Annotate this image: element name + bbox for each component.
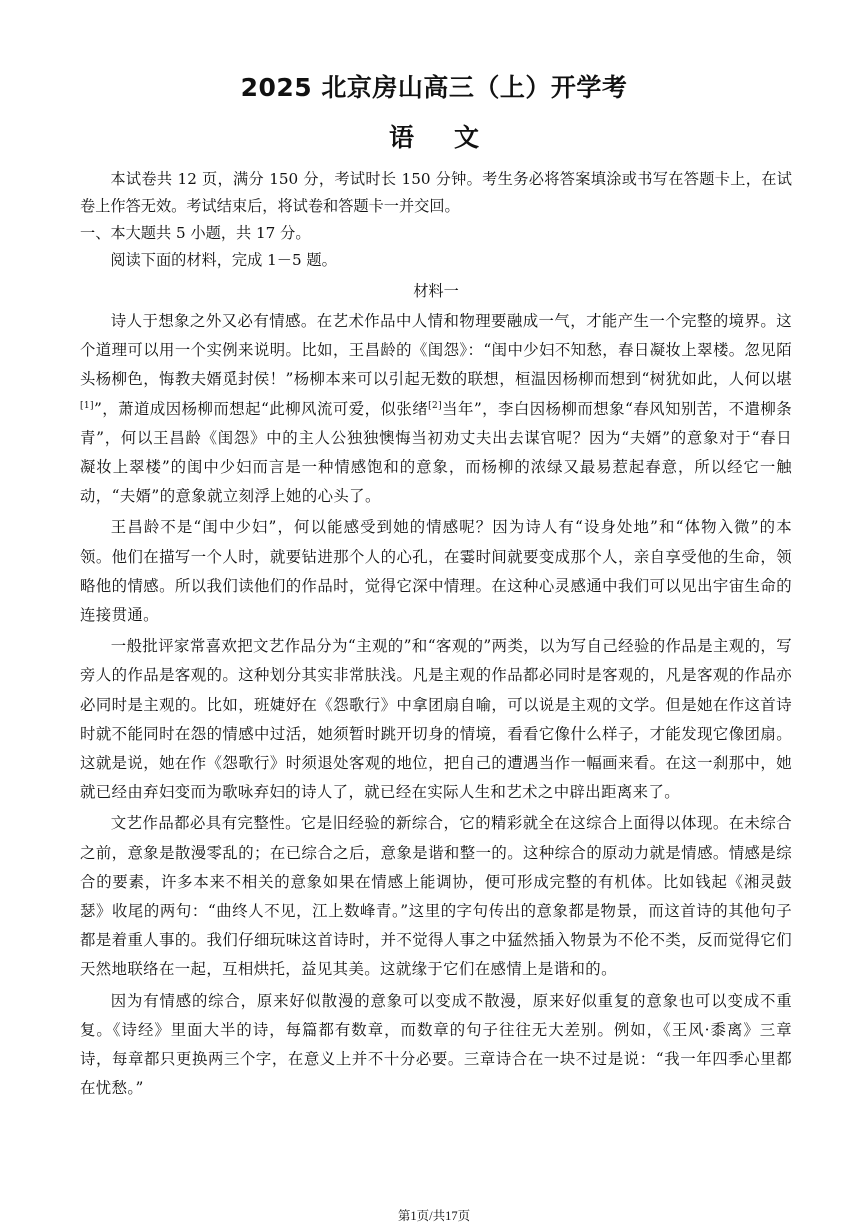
article-paragraph-4: 文艺作品都必具有完整性。它是旧经验的新综合，它的精彩就全在这综合上面得以体现。在未综合之前，意象是散漫零乱的；在已综合之后，意象是谐和整一的。这种综合的原动力就是情感。情感是综合的要素，许多本来不相关的意象如果在情感上能调协，便可形成完整的有机体。比如钱起《湘灵鼓瑟》收尾的两句：“曲终人不见，江上数峰青。”这里的字句传出的意象都是物景，而这首诗的其他句子都是着重人事的。我们仔细玩味这首诗时，并不觉得人事之中猛然插入物景为不伦不类，反而觉得它们天然地联络在一起，互相烘托，益见其美。这就缘于它们在感情上是谐和的。 — [80, 814, 792, 979]
article-paragraph-3: 一般批评家常喜欢把文艺作品分为“主观的”和“客观的”两类，以为写自己经验的作品是主观的，写旁人的作品是客观的。这种划分其实非常肤浅。凡是主观的作品都必同时是客观的，凡是客观的作品亦必同时是主观的。比如，班婕妤在《怨歌行》中拿团扇自喻，可以说是主观的文学。但是她在作这首诗时就不能同时在怨的情感中过活，她须暂时跳开切身的情境，看看它像什么样子，才能发现它像团扇。这就是说，她在作《怨歌行》时须退处客观的地位，把自己的遭遇当作一幅画来看。在这一刹那中，她就已经由弃妇变而为歌咏弃妇的诗人了，就已经在实际人生和艺术之中辟出距离来了。 — [80, 637, 792, 802]
paragraph-1-text-c: 当年”，李白因杨柳而想象“春风知别苦，不遣柳条青”，何以王昌龄《闺怨》中的主人公独独懊悔当初劝丈夫出去谋官呢？因为“夫婿”的意象对于“春日凝妆上翠楼”的闺中少妇而言是一种情感饱和的意象，而杨柳的浓绿又最易惹起春意，所以经它一触动，“夫婿”的意象就立刻浮上她的心头了。 — [80, 399, 792, 506]
footnote-marker-2: [2] — [428, 400, 443, 411]
article-paragraph-2: 王昌龄不是“闺中少妇”，何以能感受到她的情感呢？因为诗人有“设身处地”和“体物入微”的本领。他们在描写一个人时，就要钻进那个人的心孔，在霎时间就要变成那个人，亲自享受他的生命，领略他的情感。所以我们读他们的作品时，觉得它深中情理。在这种心灵感通中我们可以见出宇宙生命的连接贯通。 — [80, 518, 792, 625]
section-heading: 一、本大题共 5 小题，共 17 分。 — [80, 224, 311, 242]
subject-title: 语文 — [388, 123, 519, 152]
material-title: 材料一 — [413, 282, 459, 300]
exam-title: 2025 北京房山高三（上）开学考 — [240, 73, 628, 102]
exam-instructions: 本试卷共 12 页，满分 150 分，考试时长 150 分钟。考生务必将答案填涂或书写在答题卡上，在试卷上作答无效。考试结束后，将试卷和答题卡一并交回。 — [80, 170, 792, 215]
paragraph-1-text-b: ”，萧道成因杨柳而想起“此柳风流可爱，似张绪 — [93, 399, 429, 418]
article-paragraph-1 — [80, 307, 792, 511]
reading-directive: 阅读下面的材料，完成 1－5 题。 — [110, 251, 337, 269]
article — [80, 307, 792, 1103]
page-footer: 第1页/共17页 — [397, 1209, 471, 1223]
footnote-marker-1: [1] — [80, 400, 94, 411]
page-body — [80, 166, 792, 1103]
article-paragraph-5: 因为有情感的综合，原来好似散漫的意象可以变成不散漫，原来好似重复的意象也可以变成不重复。《诗经》里面大半的诗，每篇都有数章，而数章的句子往往无大差别。例如，《王风·黍离》三章诗，每章都只更换两三个字，在意义上并不十分必要。三章诗合在一块不过是说：“我一年四季心里都在忧愁。” — [80, 991, 792, 1098]
paragraph-1-text-a: 诗人于想象之外又必有情感。在艺术作品中人情和物理要融成一气，才能产生一个完整的境界。这个道理可以用一个实例来说明。比如，王昌龄的《闺怨》：“闺中少妇不知愁，春日凝妆上翠楼。忽见陌头杨柳色，悔教夫婿觅封侯！”杨柳本来可以引起无数的联想，桓温因杨柳而想到“树犹如此，人何以堪 — [80, 312, 792, 389]
